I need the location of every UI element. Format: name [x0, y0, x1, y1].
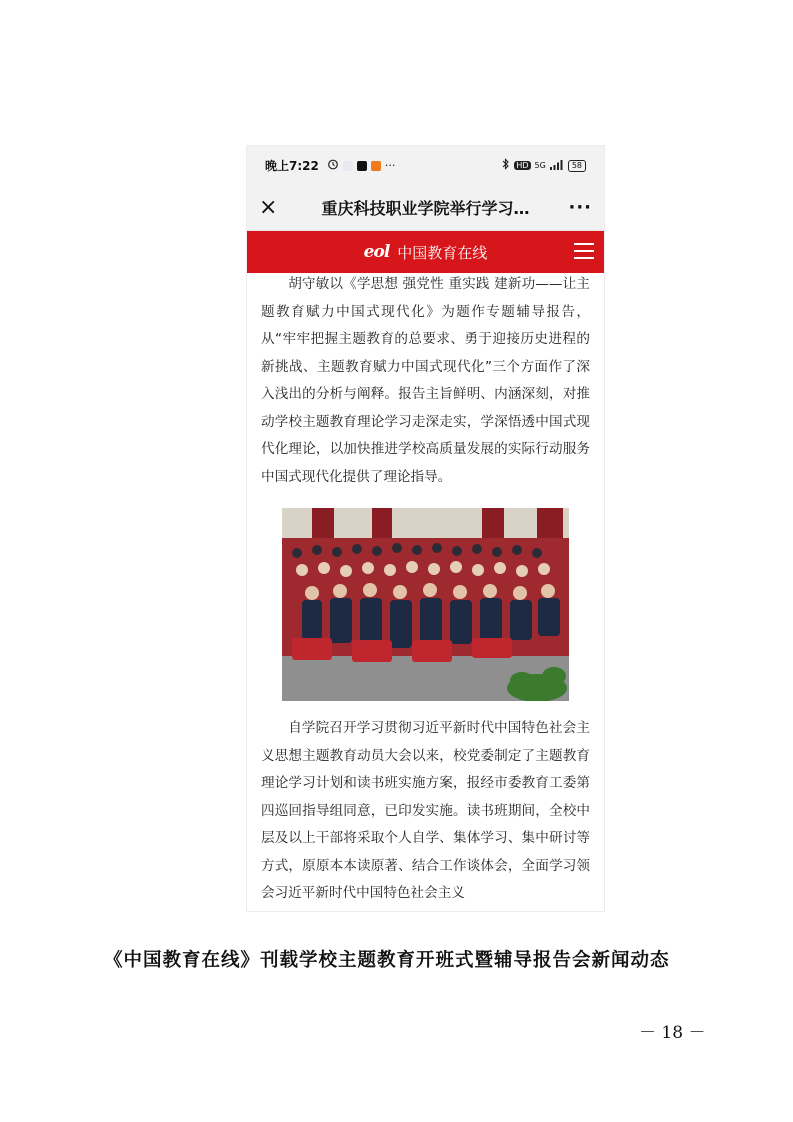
figure-caption: 《中国教育在线》刊载学校主题教育开班式暨辅导报告会新闻动态	[104, 950, 670, 971]
site-header	[247, 231, 604, 273]
eol-logo: eol	[363, 242, 390, 262]
app-badge-icon	[371, 161, 381, 171]
battery-icon: 58	[568, 160, 586, 172]
more-options-icon[interactable]: ···	[568, 197, 592, 218]
article-paragraph-1: 胡守敏以《学思想 强党性 重实践 建新功——让主题教育赋力中国式现代化》为题作专题辅导报告，从“牢牢把握主题教育的总要求、勇于迎接历史进程的新挑战、主题教育赋力中国式现代化”三个方面作了深入浅出的分析与阐释。报告主旨鲜明、内涵深刻，对推动学校主题教育理论学习走深走实，学深悟透中国式现代化理论，以加快推进学校高质量发展的实际行动服务中国式现代化提供了理论指导。	[261, 276, 590, 485]
more-notifications-icon: ···	[384, 159, 396, 172]
tiktok-icon	[357, 161, 367, 171]
article-paragraph-2: 自学院召开学习贯彻习近平新时代中国特色社会主义思想主题教育动员大会以来，校党委制定了主题教育理论学习计划和读书班实施方案，报经市委教育工委第四巡回指导组同意，已印发实施。读书班期间，全校中层及以上干部将采取个人自学、集体学习、集中研讨等方式，原原本本读原著、结合工作谈体会，全面学习领会习近平新时代中国特色社会主义	[261, 720, 590, 901]
menu-icon[interactable]	[574, 243, 594, 264]
bluetooth-icon	[502, 158, 510, 173]
status-time: 晚上7:22	[265, 159, 319, 173]
site-name: 中国教育在线	[397, 243, 488, 262]
page-number: － 18 －	[639, 1023, 706, 1043]
site-brand[interactable]	[364, 242, 488, 263]
hd-badge: HD	[516, 161, 529, 170]
network-label: 5G	[534, 161, 546, 170]
browser-nav-bar	[247, 185, 604, 231]
status-right	[502, 158, 586, 173]
auditorium-photo	[282, 508, 569, 701]
page-title: 重庆科技职业学院举行学习…	[321, 199, 530, 218]
signal-icon	[550, 159, 564, 173]
status-bar	[247, 146, 604, 185]
article-body	[247, 271, 604, 908]
app-notification-icon	[343, 161, 353, 171]
phone-screenshot	[247, 146, 604, 911]
alarm-icon	[327, 158, 339, 173]
close-icon[interactable]: ×	[259, 195, 278, 220]
